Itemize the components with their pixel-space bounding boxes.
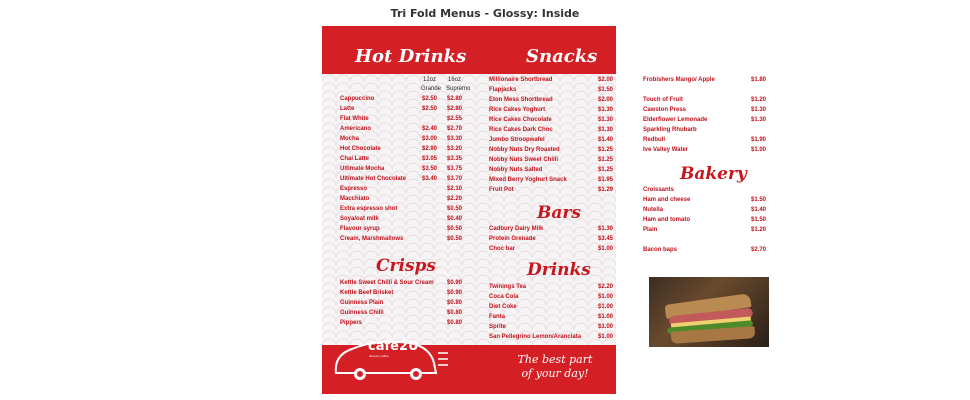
drinks-heading: Drinks [527,260,591,280]
bakery-heading: Bakery [680,164,747,184]
col-16oz-label: 16oz [448,77,462,83]
col-12oz-label: 12oz [423,77,437,83]
logo-subtitle: drive-by coffee [369,354,389,358]
col-grande-label: Grande [421,86,442,92]
col-supremo-label: Supremo [446,86,471,92]
logo-name: cafe2U [368,339,419,354]
crisps-heading: Crisps [376,256,436,276]
tagline [500,353,610,381]
sandwich-photo [646,274,769,347]
tagline-line-2: of your day! [521,367,589,380]
bars-heading: Bars [537,203,581,223]
page-title: Tri Fold Menus - Glossy: Inside [390,7,580,20]
hot-drinks-heading: Hot Drinks [355,46,467,67]
snacks-heading: Snacks [526,46,598,67]
tagline-line-1: The best part [517,353,593,366]
